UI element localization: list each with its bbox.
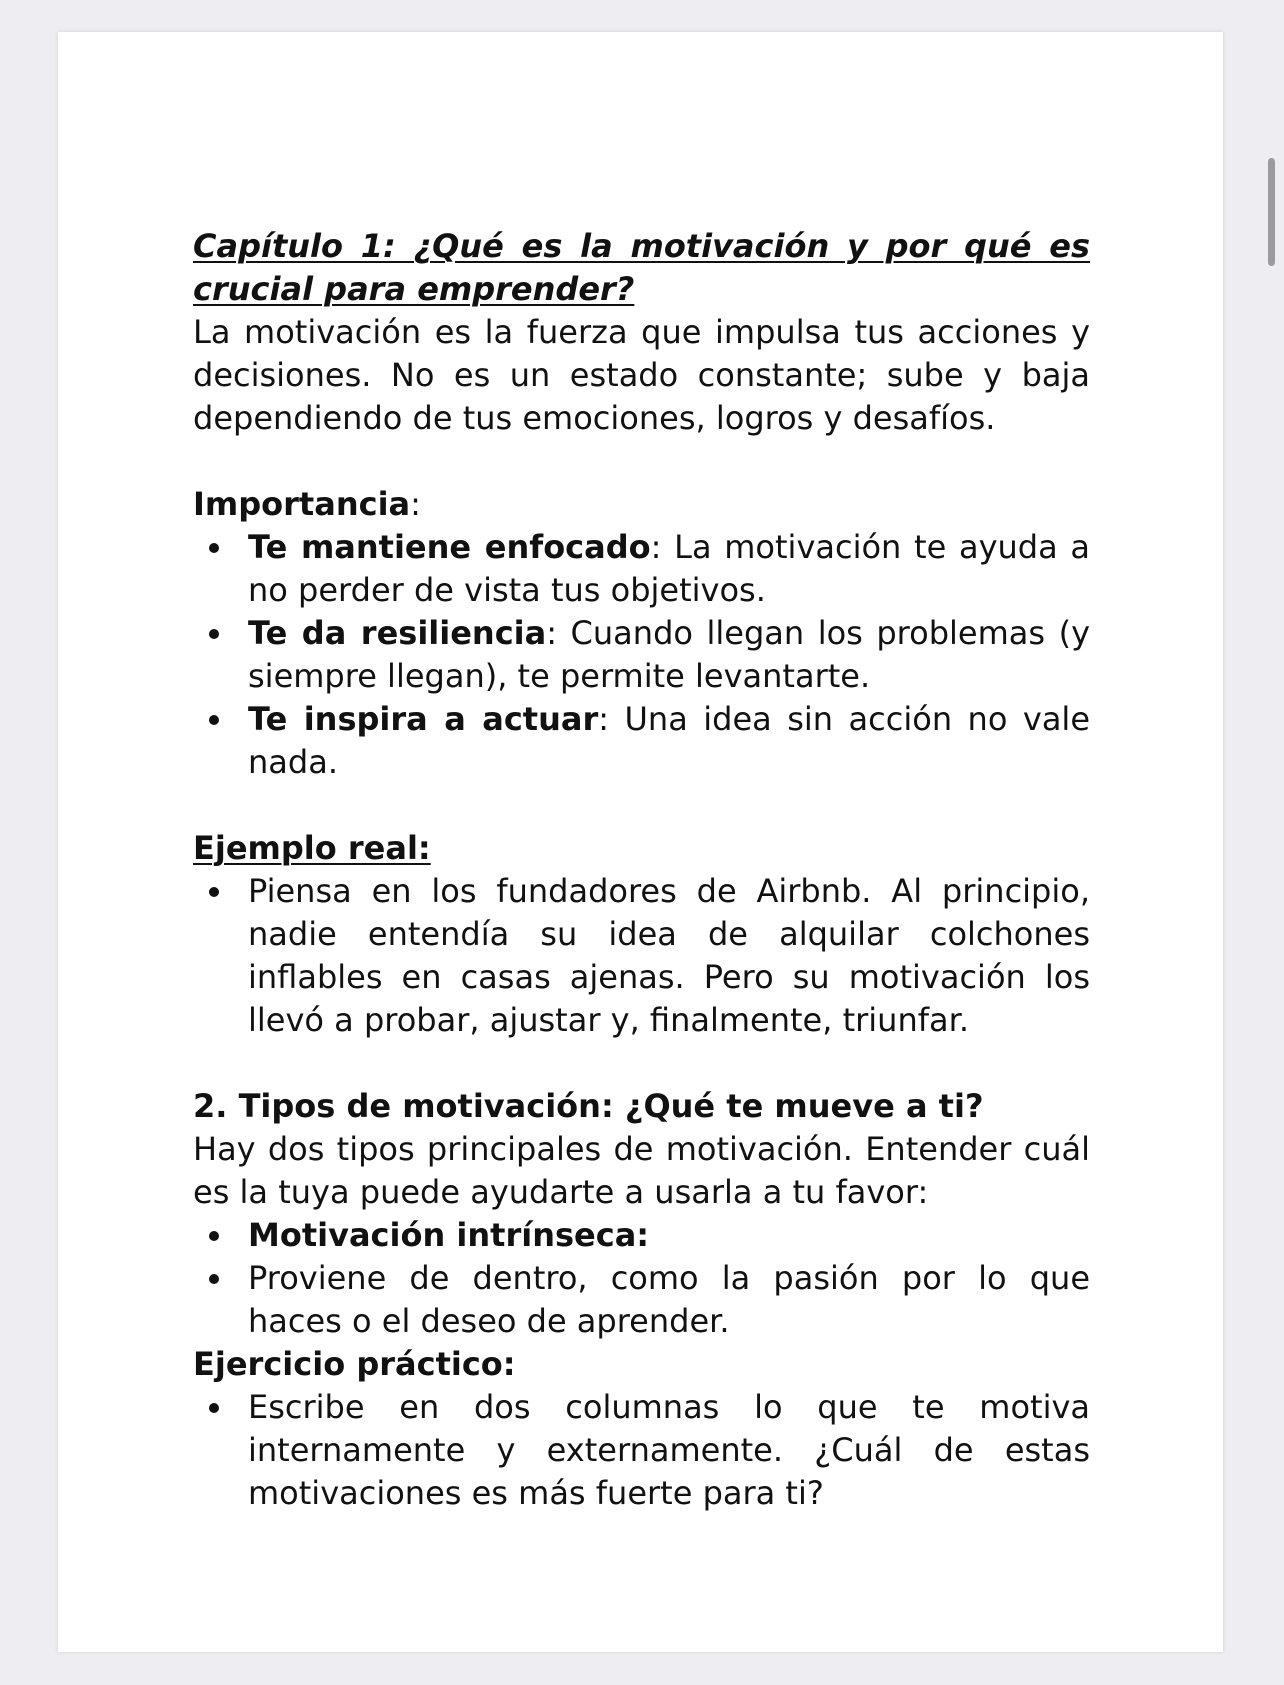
document-content [193, 225, 1090, 1515]
chapter-title: Capítulo 1: ¿Qué es la motivación y por qué es crucial para emprender? [193, 227, 1090, 308]
list-item-text: Piensa en los fundadores de Airbnb. Al principio, nadie entendía su idea de alquilar colchones inflables en casas ajenas. Pero su motivación los llevó a probar, ajustar y, finalmente, triunfar. [248, 872, 1090, 1039]
list-item [193, 526, 1090, 612]
exercise-heading: Ejercicio práctico: [193, 1345, 516, 1383]
list-item [193, 870, 1090, 1042]
list-item-text: : Cuando llegan los problemas (y siempre llegan), te permite levantarte. [248, 614, 1090, 695]
list-item [193, 698, 1090, 784]
vertical-scrollbar[interactable] [1268, 158, 1275, 266]
spacer [193, 440, 1090, 483]
list-item-bold: Te mantiene enfocado [248, 528, 651, 566]
list-item-text: : La motivación te ayuda a no perder de vista tus objetivos. [248, 528, 1091, 609]
spacer [193, 1042, 1090, 1085]
document-page [58, 32, 1223, 1652]
spacer [193, 784, 1090, 827]
list-item [193, 1386, 1090, 1515]
list-item-text: Escribe en dos columnas lo que te motiva internamente y externamente. ¿Cuál de estas motivaciones es más fuerte para ti? [248, 1388, 1090, 1512]
bullet-icon [209, 1403, 219, 1413]
types-list [193, 1214, 1090, 1343]
chapter-intro: La motivación es la fuerza que impulsa tus acciones y decisiones. No es un estado constante; sube y baja dependiendo de tus emociones, logros y desafíos. [193, 313, 1090, 437]
list-item [193, 612, 1090, 698]
importance-heading [193, 483, 1090, 526]
list-item-bold: Te inspira a actuar [248, 700, 599, 738]
bullet-icon [209, 629, 219, 639]
example-heading: Ejemplo real: [193, 829, 431, 867]
exercise-list [193, 1386, 1090, 1515]
importance-heading-label: Importancia [193, 485, 411, 523]
list-item-bold: Te da resiliencia [248, 614, 547, 652]
bullet-icon [209, 887, 219, 897]
bullet-icon [209, 1231, 219, 1241]
bullet-icon [209, 1274, 219, 1284]
importance-list [193, 526, 1090, 784]
list-item-text: Proviene de dentro, como la pasión por lo que haces o el deseo de aprender. [248, 1259, 1090, 1340]
types-heading: 2. Tipos de motivación: ¿Qué te mueve a ti? [193, 1087, 984, 1125]
list-item-text: : Una idea sin acción no vale nada. [248, 700, 1091, 781]
list-item [193, 1257, 1090, 1343]
bullet-icon [209, 715, 219, 725]
types-intro: Hay dos tipos principales de motivación. Entender cuál es la tuya puede ayudarte a usarla a tu favor: [193, 1130, 1090, 1211]
list-item [193, 1214, 1090, 1257]
list-item-text: Motivación intrínseca: [248, 1216, 650, 1254]
example-list [193, 870, 1090, 1042]
importance-heading-colon: : [410, 485, 421, 523]
bullet-icon [209, 543, 219, 553]
